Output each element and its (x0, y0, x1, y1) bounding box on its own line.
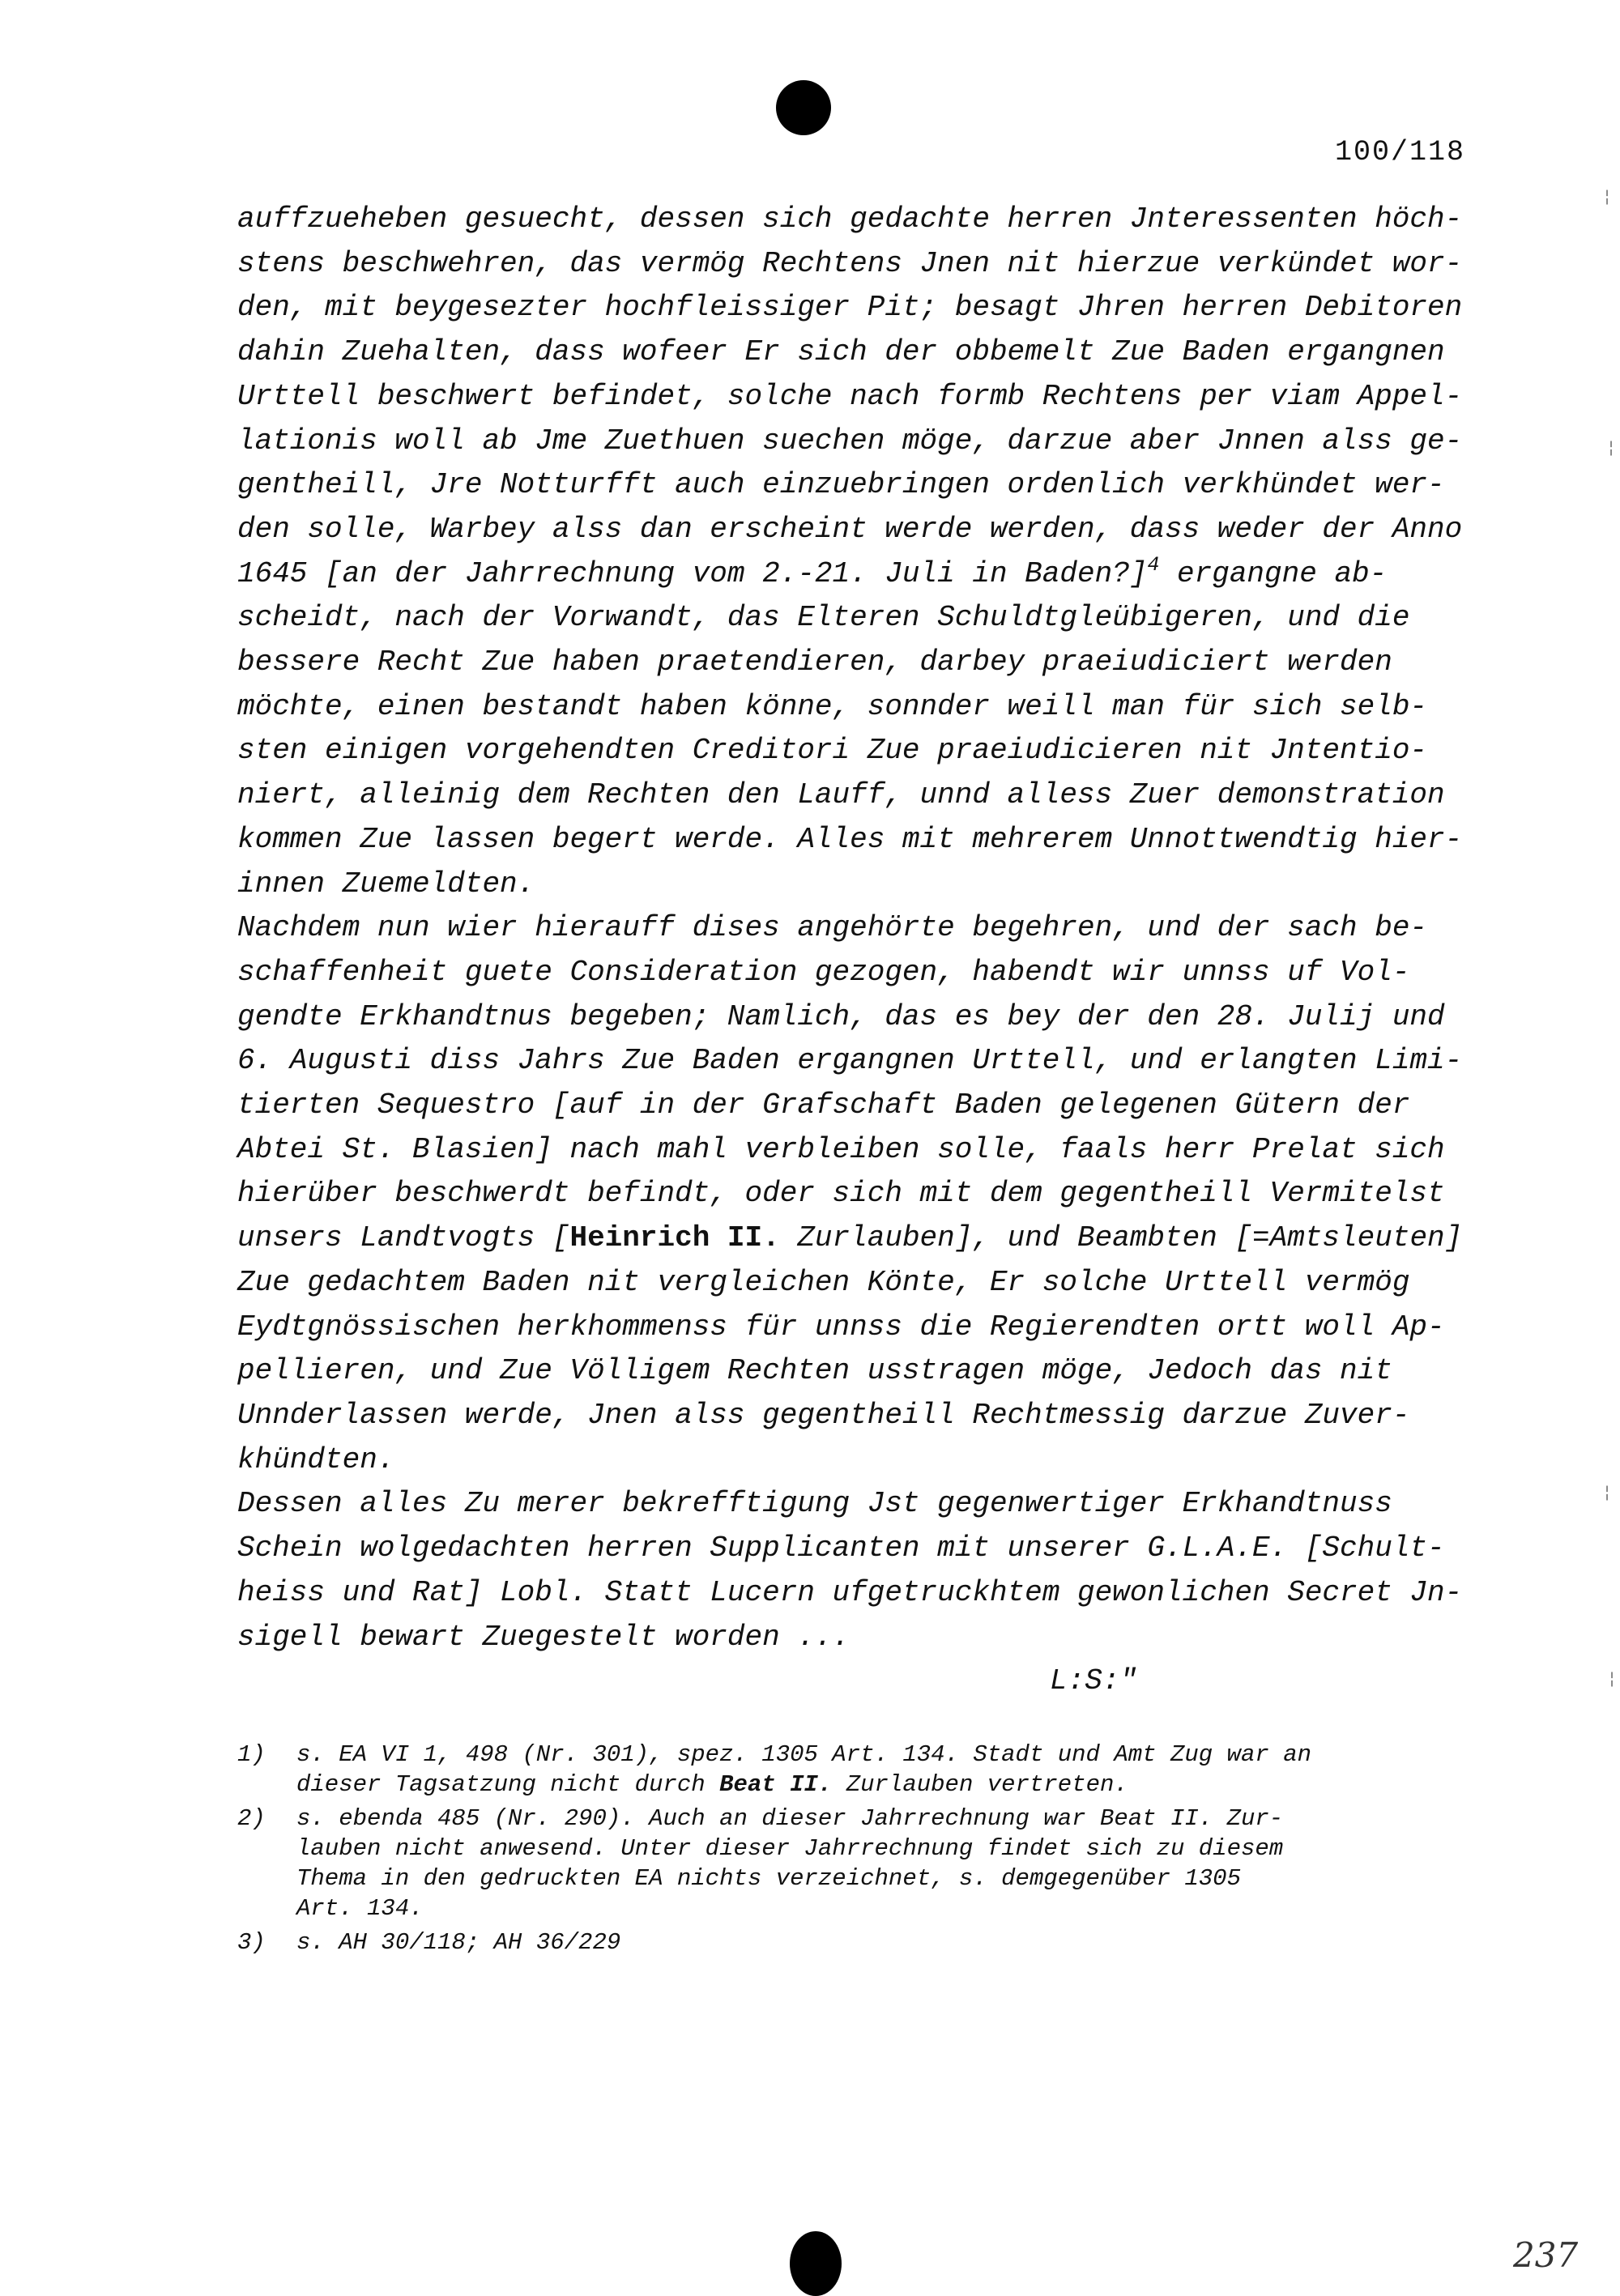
handwritten-page-number: 237 (1513, 2235, 1579, 2275)
punch-hole-top (776, 80, 831, 135)
footnote-line: Thema in den gedruckten EA nichts verzeichnet, s. demgegenüber 1305 (296, 1865, 1241, 1892)
text-line: Nachdem nun wier hierauff dises angehörte begehren, und der sach be- (237, 911, 1428, 945)
text-line: scheidt, nach der Vorwandt, das Elteren Schuldtgleübigeren, und die (237, 601, 1410, 635)
text-line: tierten Sequestro [auf in der Grafschaft Baden gelegenen Gütern der (237, 1088, 1410, 1122)
footnote-2 (237, 1804, 1501, 1923)
footnotes (237, 1740, 1501, 1962)
text-line: schaffenheit guete Consideration gezogen, habendt wir unnss uf Vol- (237, 955, 1410, 989)
bold-name: Heinrich II. (569, 1221, 780, 1255)
text-segment: 1645 [an der Jahrrechnung vom 2.-21. Juli in Baden?] (237, 556, 1148, 590)
footnote-number: 1) (237, 1741, 266, 1768)
text-segment: Zurlauben vertreten. (832, 1771, 1128, 1798)
bold-name: Beat II. (719, 1771, 833, 1798)
text-segment: dieser Tagsatzung nicht durch (296, 1771, 720, 1798)
text-line: kommen Zue lassen begert werde. Alles mit mehrerem Unnottwendtig hier- (237, 822, 1463, 856)
text-line: Dessen alles Zu merer bekrefftigung Jst gegenwertiger Erkhandtnuss (237, 1487, 1392, 1521)
footnote-reference: 4 (1147, 552, 1160, 577)
footnote-3 (237, 1928, 1501, 1957)
footnote-line: s. AH 30/118; AH 36/229 (296, 1929, 621, 1956)
scan-margin-mark: ¦ (1602, 186, 1613, 206)
text-line: gentheill, Jre Notturfft auch einzuebringen ordenlich verkhündet wer- (237, 468, 1445, 502)
text-line (237, 1216, 1501, 1261)
text-line: den solle, Warbey alss dan erscheint werde werden, dass weder der Anno (237, 512, 1463, 546)
main-text (237, 198, 1501, 1704)
text-line: Zue gedachtem Baden nit vergleichen Könte, Er solche Urttell vermög (237, 1265, 1410, 1299)
text-line: Abtei St. Blasien] nach mahl verbleiben solle, faals herr Prelat sich (237, 1132, 1445, 1166)
text-line: innen Zuemeldten. (237, 867, 535, 901)
footnote-line (296, 1770, 1501, 1800)
text-line: Unnderlassen werde, Jnen alss gegentheill Rechtmessig darzue Zuver- (237, 1398, 1410, 1432)
text-line (237, 552, 1501, 597)
scan-margin-mark: ¦ (1602, 1482, 1613, 1502)
text-line: möchte, einen bestandt haben könne, sonnder weill man für sich selb- (237, 689, 1428, 723)
text-line: dahin Zuehalten, dass wofeer Er sich der obbemelt Zue Baden ergangnen (237, 335, 1445, 369)
text-segment: unsers Landtvogts [ (237, 1221, 570, 1255)
text-line: Urttell beschwert befindet, solche nach formb Rechtens per viam Appel- (237, 379, 1463, 413)
text-line: pellieren, und Zue Völligem Rechten usstragen möge, Jedoch das nit (237, 1354, 1392, 1388)
footnote-number: 2) (237, 1805, 266, 1832)
text-line: hierüber beschwerdt befindt, oder sich mit dem gegentheill Vermitelst (237, 1177, 1445, 1211)
text-line: khündten. (237, 1442, 395, 1476)
punch-hole-bottom (790, 2231, 842, 2296)
text-line: 6. Augusti diss Jahrs Zue Baden ergangnen Urttell, und erlangten Limi- (237, 1044, 1463, 1078)
text-line: gendte Erkhandtnus begeben; Namlich, das es bey der den 28. Julij und (237, 999, 1445, 1033)
text-line: den, mit beygesezter hochfleissiger Pit; besagt Jhren herren Debitoren (237, 291, 1463, 325)
text-line: sten einigen vorgehendten Creditori Zue praeiudicieren nit Jntentio- (237, 734, 1428, 768)
text-line: Eydtgnössischen herkhommenss für unnss die Regierendten ortt woll Ap- (237, 1310, 1445, 1344)
footnote-line: Art. 134. (296, 1895, 424, 1922)
text-line: Schein wolgedachten herren Supplicanten mit unserer G.L.A.E. [Schult- (237, 1531, 1445, 1565)
scan-margin-mark: ¦ (1606, 437, 1617, 457)
footnote-number: 3) (237, 1929, 266, 1956)
footnote-1 (237, 1740, 1501, 1800)
scan-margin-mark: ¦ (1607, 1668, 1618, 1688)
text-line: bessere Recht Zue haben praetendieren, darbey praeiudiciert werden (237, 645, 1392, 679)
page-number: 100/118 (1335, 136, 1466, 168)
text-line: sigell bewart Zuegestelt worden ... (237, 1620, 850, 1654)
footnote-line: s. EA VI 1, 498 (Nr. 301), spez. 1305 Art. 134. Stadt und Amt Zug war an (296, 1741, 1312, 1768)
seal-mark: L:S:" (1050, 1664, 1138, 1698)
footnote-line: lauben nicht anwesend. Unter dieser Jahrrechnung findet sich zu diesem (296, 1835, 1284, 1862)
text-line: niert, alleinig dem Rechten den Lauff, unnd alless Zuer demonstration (237, 778, 1445, 812)
text-segment: ergangne ab- (1159, 556, 1388, 590)
text-line: auffzueheben gesuecht, dessen sich gedachte herren Jnteressenten höch- (237, 202, 1463, 236)
text-line: heiss und Rat] Lobl. Statt Lucern ufgetruckhtem gewonlichen Secret Jn- (237, 1575, 1463, 1609)
footnote-line: s. ebenda 485 (Nr. 290). Auch an dieser Jahrrechnung war Beat II. Zur- (296, 1805, 1284, 1832)
text-line: stens beschwehren, das vermög Rechtens Jnen nit hierzue verkündet wor- (237, 246, 1463, 280)
text-line: lationis woll ab Jme Zuethuen suechen möge, darzue aber Jnnen alss ge- (237, 424, 1463, 458)
text-segment: Zurlauben], und Beambten [=Amtsleuten] (779, 1221, 1463, 1255)
